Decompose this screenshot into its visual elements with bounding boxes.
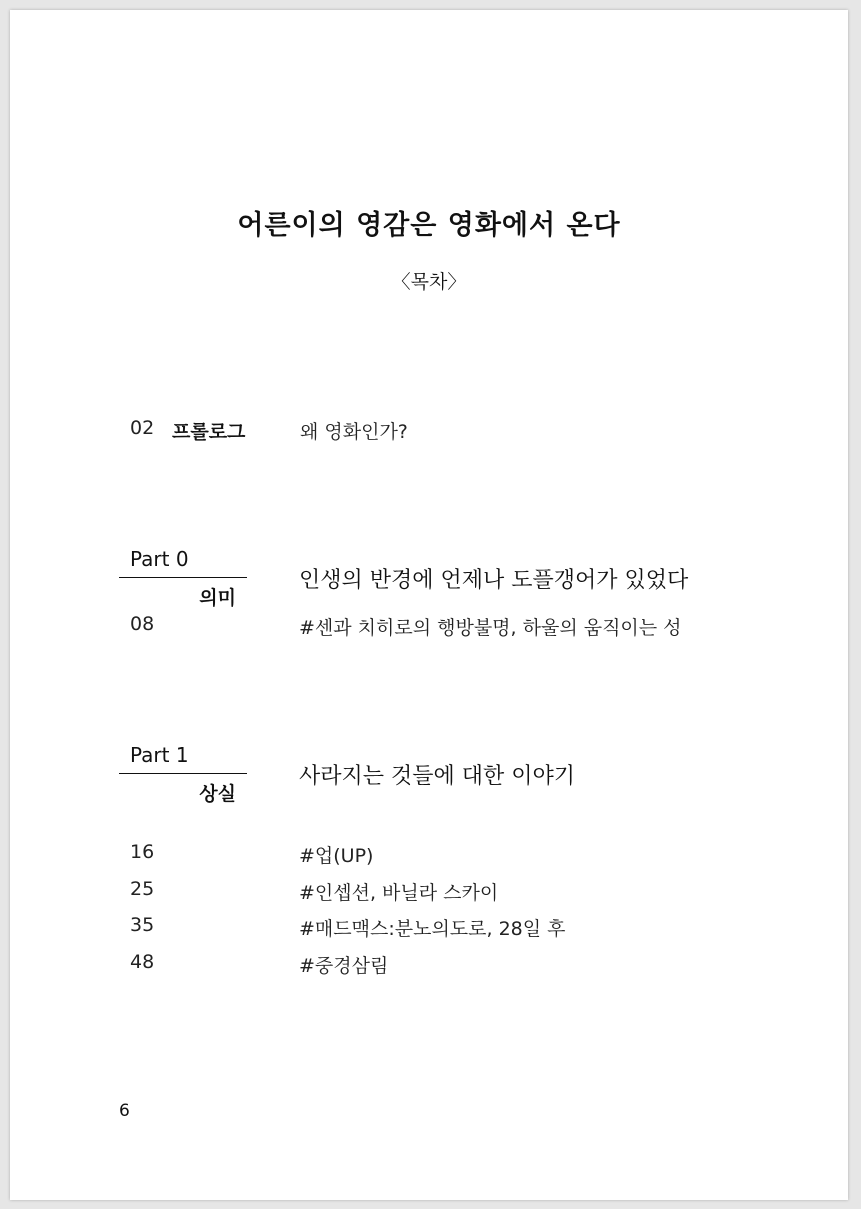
toc-entry-page: 25: [130, 878, 155, 900]
part-0-entry-page: 08: [130, 613, 155, 635]
toc-heading: 〈목차〉: [391, 271, 467, 293]
toc-entry-page: 35: [130, 914, 155, 936]
toc-entry-page: 48: [130, 951, 155, 973]
part-0-title: 인생의 반경에 언제나 도플갱어가 있었다: [299, 568, 689, 593]
part-0-label: Part 0: [130, 547, 189, 571]
part-1-subtitle: 상실: [199, 783, 236, 805]
prologue-subtitle: 왜 영화인가?: [300, 421, 408, 443]
prologue-page-number: 02: [130, 417, 155, 439]
toc-entry-text: #매드맥스:분노의도로, 28일 후: [299, 918, 566, 940]
part-0-subtitle: 의미: [199, 587, 236, 609]
toc-entry-text: #인셉션, 바닐라 스카이: [299, 882, 499, 904]
part-1-label: Part 1: [130, 743, 189, 767]
part-1-divider: [119, 773, 247, 774]
toc-entry-text: #중경삼림: [299, 955, 389, 977]
document-page: [10, 10, 848, 1200]
part-1-title: 사라지는 것들에 대한 이야기: [299, 764, 576, 789]
book-title: 어른이의 영감은 영화에서 온다: [237, 210, 621, 241]
toc-entry-text: #업(UP): [299, 845, 374, 867]
prologue-label: 프롤로그: [172, 421, 246, 443]
toc-entry-page: 16: [130, 841, 155, 863]
part-0-entry-text: #센과 치히로의 행방불명, 하울의 움직이는 성: [299, 617, 682, 639]
part-0-divider: [119, 577, 247, 578]
page-number: 6: [119, 1101, 130, 1121]
